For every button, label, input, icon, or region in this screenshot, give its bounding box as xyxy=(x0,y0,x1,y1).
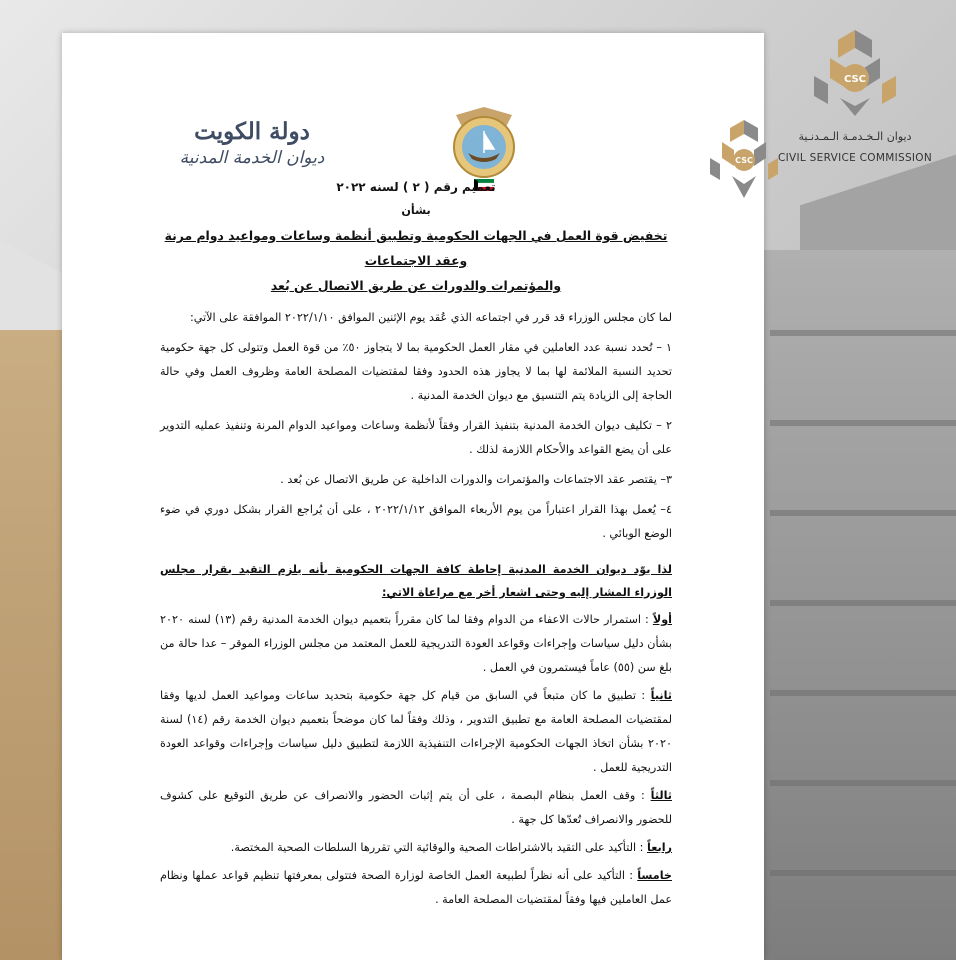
building-window-row xyxy=(770,510,956,516)
building-window-row xyxy=(770,600,956,606)
letterhead-bureau: ديوان الخدمة المدنية xyxy=(179,148,325,168)
instruction-item xyxy=(160,864,672,912)
instruction-item xyxy=(160,608,672,680)
instruction-label: خامساً xyxy=(637,869,672,882)
corner-english-name: CIVIL SERVICE COMMISSION xyxy=(777,152,933,164)
instruction-text: : التأكيد على التقيد بالاشتراطات الصحية والوقائية التي تقررها السلطات الصحية المختصة. xyxy=(230,841,644,854)
building-window-row xyxy=(770,870,956,876)
instruction-text: : وقف العمل بنظام البصمة ، على أن يتم إثبات الحضور والانصراف عن طريق التوقيع على كشوف للحضور والانصراف تُعدّها كل جهة . xyxy=(160,789,672,826)
instructions-heading: لذا يوّد ديوان الخدمة المدنية إحاطة كافة الجهات الحكومية بأنه يلزم التقيد بقرار مجلس الوزراء المشار إليه وحتى اشعار أخر مع مراعاة الاتي: xyxy=(160,563,672,599)
corner-arabic-name: ديوان الـخـدمـة الـمـدنـية xyxy=(798,130,912,143)
building-window-row xyxy=(770,780,956,786)
instruction-label: ثانياً xyxy=(650,689,672,702)
csc-letterhead-logo-text: CSC xyxy=(735,156,753,165)
decision-point: ٤– يُعمل بهذا القرار اعتباراً من يوم الأربعاء الموافق ٢٠٢٢/١/١٢ ، على أن يُراجع القرار بشكل دوري في ضوء الوضع الوبائي . xyxy=(160,503,672,540)
building-window-row xyxy=(770,420,956,426)
csc-corner-logo-text: CSC xyxy=(843,74,867,85)
instruction-text: : استمرار حالات الاعفاء من الدوام وفقا لما كان مقرراً بتعميم ديوان الخدمة المدنية رقم (١٣) لسنه ٢٠٢٠ بشأن دليل سياسات وإجراءات وقواعد العودة التدريجية للعمل المعتمد من مجلس الوزراء الموقر – عدا حالة من بلغ سن (٥٥) عاماً فيستمرون في العمل . xyxy=(160,613,672,674)
csc-corner-logo-icon xyxy=(800,28,910,118)
document-body xyxy=(160,175,672,912)
circular-number: تعميم رقم ( ٢ ) لسنه ٢٠٢٢ xyxy=(336,180,496,194)
letterhead-title xyxy=(172,117,332,169)
decision-point: ١ – تُحدد نسبة عدد العاملين في مقار العمل الحكومية بما لا يتجاوز ٥٠٪ من قوة العمل وتتولى كل جهة حكومية تحديد النسبة الملائمة لها بما لا يجاوز هذه الحدود وفقا لمقتضيات المصلحة العامة وظروف العمل وفي حالة الحاجة إلى الزيادة يتم التنسيق مع ديوان الخدمة المدنية . xyxy=(160,341,672,402)
instruction-label: رابعاً xyxy=(647,841,672,854)
instruction-item xyxy=(160,784,672,832)
letterhead-state: دولة الكويت xyxy=(194,118,310,145)
decision-point: ٣– يقتصر عقد الاجتماعات والمؤتمرات والدورات الداخلية عن طريق الاتصال عن بُعد . xyxy=(280,473,672,486)
instruction-item xyxy=(160,836,672,860)
building-window-row xyxy=(770,690,956,696)
instruction-text: : تطبيق ما كان متبعاً في السابق من قيام كل جهة حكومية بتحديد ساعات ومواعيد العمل لديها وفقا لمقتضيات المصلحة العامة مع تطبيق التدوير ، وذلك وفقاً لما كان موضحاً بتعميم ديوان الخدمة رقم (١٤) لسنة ٢٠٢٠ بشأن اتخاذ الجهات الحكومية الإجراءات التنفيذية اللازمة لتطبيق دليل سياسات وإجراءات وقواعد العودة التدريجية للعمل . xyxy=(160,689,672,774)
document-title-line1: تخفيض قوة العمل في الجهات الحكومية وتطبيق أنظمة وساعات ومواعيد دوام مرنة وعقد الاجتماعات xyxy=(164,228,668,268)
instruction-label: أولاً xyxy=(652,613,672,626)
building-window-row xyxy=(770,330,956,336)
instruction-item xyxy=(160,684,672,780)
decision-point: ٢ – تكليف ديوان الخدمة المدنية بتنفيذ القرار وفقاً لأنظمة وساعات ومواعيد الدوام المرنة وتنفيذ عمليه التدوير على أن يضع القواعد والأحكام اللازمة لذلك . xyxy=(160,419,672,456)
document-title-line2: والمؤتمرات والدورات عن طريق الاتصال عن بُعد xyxy=(270,278,562,293)
instruction-label: ثالثاً xyxy=(650,789,673,802)
csc-letterhead-logo-icon xyxy=(702,118,786,202)
regarding-label: بشأن xyxy=(401,204,431,217)
instruction-text: : التأكيد على أنه نظراً لطبيعة العمل الخاصة لوزارة الصحة فتتولى بمعرفتها تنظيم قواعد عملها ونظام عمل العاملين فيها وفقاً لمقتضيات المصلحة العامة . xyxy=(160,869,672,906)
intro-paragraph: لما كان مجلس الوزراء قد قرر في اجتماعه الذي عُقد يوم الإثنين الموافق ٢٠٢٢/١/١٠ الموافقة على الآتي: xyxy=(189,311,672,324)
